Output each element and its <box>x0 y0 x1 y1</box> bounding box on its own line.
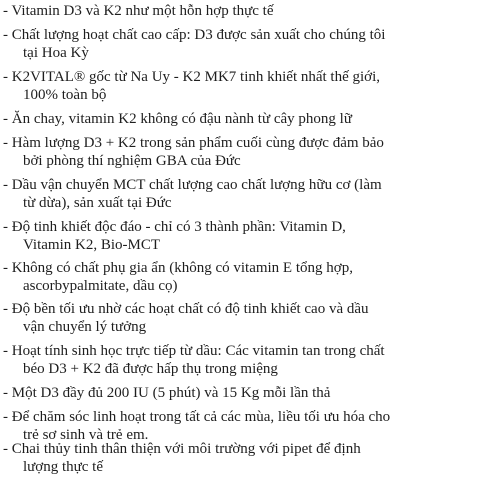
list-item-line: bởi phòng thí nghiệm GBA của Đức <box>23 153 241 169</box>
list-item-line: béo D3 + K2 đã được hấp thụ trong miệng <box>23 361 278 377</box>
list-item-line: ascorbypalmitate, dầu cọ) <box>23 278 178 294</box>
list-item-line: 100% toàn bộ <box>23 87 107 103</box>
list-item-line: - Chai thủy tinh thân thiện với môi trường với pipet để định <box>3 441 361 457</box>
list-item-line: tại Hoa Kỳ <box>23 45 89 61</box>
list-item-line: - Độ tinh khiết độc đáo - chỉ có 3 thành phần: Vitamin D, <box>3 219 346 235</box>
list-item-line: - Để chăm sóc linh hoạt trong tất cả các mùa, liều tối ưu hóa cho <box>3 409 391 425</box>
list-item-line: Vitamin K2, Bio-MCT <box>23 237 161 253</box>
list-item-line: lượng thực tế <box>23 459 104 475</box>
list-item-line: trẻ sơ sinh và trẻ em. <box>23 427 149 443</box>
list-item-line: - Hàm lượng D3 + K2 trong sản phẩm cuối cùng được đảm bảo <box>3 135 384 151</box>
list-item-line: - Không có chất phụ gia ẩn (không có vitamin E tổng hợp, <box>3 260 353 276</box>
list-item-line: vận chuyển lý tưởng <box>23 319 147 335</box>
list-item-line: - K2VITAL® gốc từ Na Uy - K2 MK7 tinh khiết nhất thế giới, <box>3 69 381 85</box>
list-item-line: - Vitamin D3 và K2 như một hỗn hợp thực tế <box>3 3 274 19</box>
list-item-line: - Một D3 đầy đủ 200 IU (5 phút) và 15 Kg mỗi lần thả <box>3 385 331 401</box>
list-item-line: - Hoạt tính sinh học trực tiếp từ dầu: Các vitamin tan trong chất <box>3 343 385 359</box>
list-item-line: từ dừa), sản xuất tại Đức <box>23 195 172 211</box>
list-item-line: - Chất lượng hoạt chất cao cấp: D3 được sản xuất cho chúng tôi <box>3 27 386 43</box>
list-item-line: - Dầu vận chuyển MCT chất lượng cao chất lượng hữu cơ (làm <box>3 177 382 193</box>
list-item-line: - Ăn chay, vitamin K2 không có đậu nành từ cây phong lữ <box>3 111 352 127</box>
list-item-line: - Độ bền tối ưu nhờ các hoạt chất có độ tinh khiết cao và dầu <box>3 301 369 317</box>
